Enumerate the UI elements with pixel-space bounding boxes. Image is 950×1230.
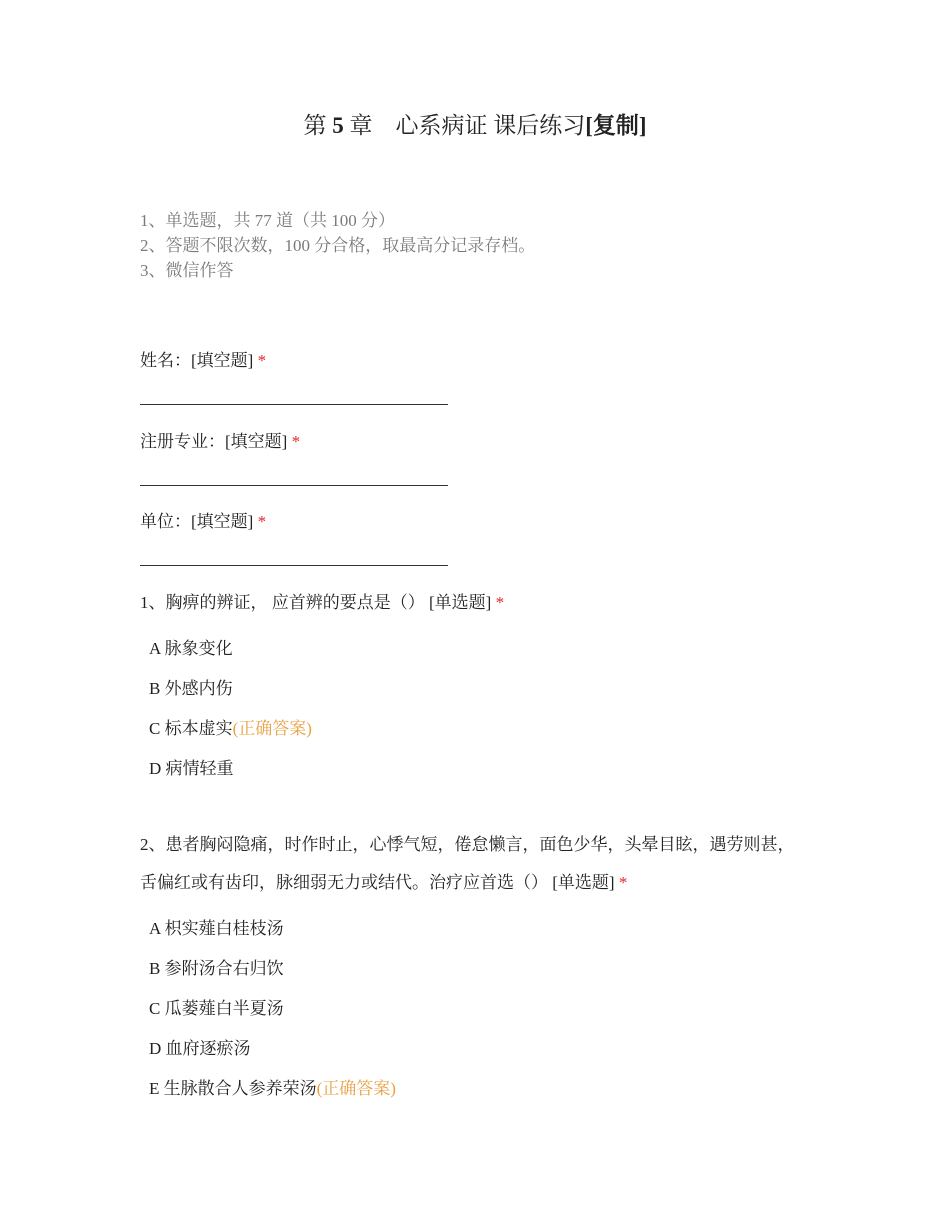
name-field-label [140,347,266,375]
instruction-line: 1、单选题，共 77 道（共 100 分） [140,211,395,230]
title-text: 章 心系病证 课后练习 [343,113,586,138]
question-type-tag: [填空题] [191,351,254,370]
option-text: C 瓜蒌薤白半夏汤 [149,999,284,1018]
page-title [0,110,950,142]
q2-option-a[interactable] [149,915,284,943]
major-field-label [140,428,300,456]
title-prefix: 第 [303,113,333,138]
required-mark: * [291,432,301,451]
option-text: D 病情轻重 [149,759,234,778]
copy-tag: [复制] [585,113,647,138]
q2-option-d[interactable] [149,1035,251,1063]
required-mark: * [495,593,505,612]
option-text: E 生脉散合人参养荣汤 [149,1079,317,1098]
q2-option-c[interactable] [149,995,284,1023]
chapter-number: 5 [332,113,344,138]
major-input-line[interactable] [140,485,448,486]
question-type-tag: [单选题] [552,873,615,892]
instruction-line: 2、答题不限次数，100 分合格，取最高分记录存档。 [140,236,536,255]
option-text: A 脉象变化 [149,639,233,658]
correct-answer-mark: (正确答案) [232,719,312,738]
question-type-tag: [填空题] [225,432,288,451]
required-mark: * [257,351,267,370]
q2-option-b[interactable] [149,955,284,983]
option-text: D 血府逐瘀汤 [149,1039,251,1058]
name-input-line[interactable] [140,404,448,405]
unit-field-label [140,508,266,536]
question-stem: 1、胸痹的辨证， 应首辨的要点是（） [140,593,425,612]
field-label-text: 单位： [140,512,191,531]
instructions [140,208,535,283]
required-mark: * [257,512,267,531]
required-mark: * [618,873,628,892]
q2-option-e[interactable] [149,1075,396,1103]
option-text: B 参附汤合右归饮 [149,959,284,978]
q1-option-a[interactable] [149,635,233,663]
option-text: B 外感内伤 [149,679,233,698]
option-text: C 标本虚实 [149,719,233,738]
correct-answer-mark: (正确答案) [316,1079,396,1098]
q1-option-b[interactable] [149,675,233,703]
question-type-tag: [填空题] [191,512,254,531]
instruction-line: 3、微信作答 [140,261,234,280]
option-text: A 枳实薤白桂枝汤 [149,919,284,938]
q1-option-c[interactable] [149,715,312,743]
question-stem: 2、患者胸闷隐痛，时作时止，心悸气短，倦怠懒言，面色少华，头晕目眩，遇劳则甚，舌偏红或有齿印，脉细弱无力或结代。治疗应首选（） [140,835,795,892]
field-label-text: 姓名： [140,351,191,370]
q1-option-d[interactable] [149,755,234,783]
question-type-tag: [单选题] [429,593,492,612]
question-1-text [140,589,504,617]
question-2-text [140,826,810,902]
field-label-text: 注册专业： [140,432,225,451]
unit-input-line[interactable] [140,565,448,566]
